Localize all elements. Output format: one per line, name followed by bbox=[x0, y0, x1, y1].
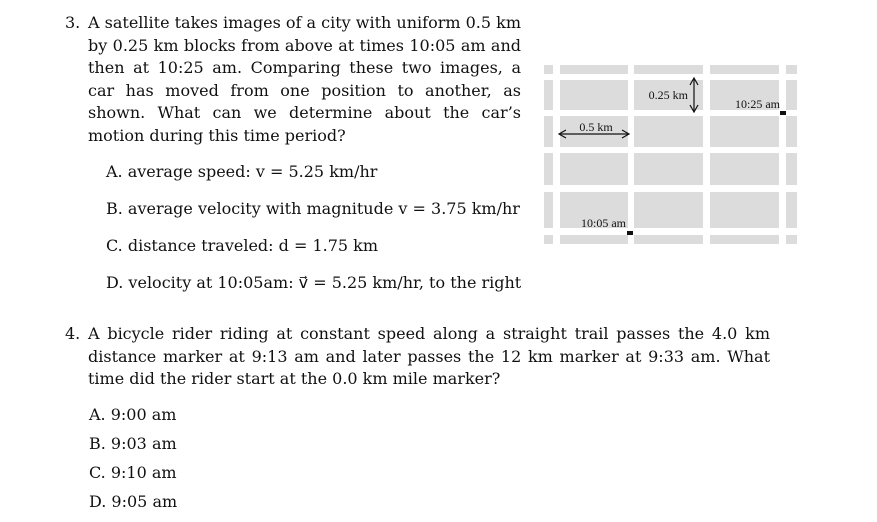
answer-option-b[interactable]: B. 9:03 am bbox=[89, 434, 177, 453]
question-4 bbox=[65, 323, 770, 391]
answer-option-a[interactable]: A. average speed: v = 5.25 km/hr bbox=[106, 162, 378, 181]
end-time-label: 10:25 am bbox=[735, 97, 780, 111]
width-label: 0.5 km bbox=[579, 120, 613, 134]
car-marker-start bbox=[627, 231, 633, 235]
question-number: 4. bbox=[65, 324, 81, 343]
answer-option-c[interactable]: C. distance traveled: d = 1.75 km bbox=[106, 236, 379, 255]
answer-option-a[interactable]: A. 9:00 am bbox=[89, 405, 177, 424]
answer-option-b[interactable]: B. average velocity with magnitude v = 3.75 km/hr bbox=[106, 199, 520, 218]
city-block-figure bbox=[540, 62, 802, 248]
question-stem: A bicycle rider riding at constant speed along a straight trail passes the 4.0 km distance marker at 9:13 am and later passes the 12 km marker at 9:33 am. What time did the rider start at the 0.0 km mile marker? bbox=[88, 324, 770, 389]
answer-option-d[interactable]: D. velocity at 10:05am: v⃗ = 5.25 km/hr, to the right bbox=[106, 273, 522, 292]
height-label: 0.25 km bbox=[648, 88, 688, 102]
question-3 bbox=[65, 12, 521, 148]
question-stem: A satellite takes images of a city with uniform 0.5 km by 0.25 km blocks from above at times 10:05 am and then at 10:25 am. Comparing these two images, a car has moved from one position to another, as shown. What can we determine about the car’s motion during this time period? bbox=[88, 13, 522, 145]
answer-option-c[interactable]: C. 9:10 am bbox=[89, 463, 177, 482]
car-marker-end bbox=[780, 111, 786, 115]
answer-option-d[interactable]: D. 9:05 am bbox=[89, 492, 178, 511]
question-number: 3. bbox=[65, 13, 81, 32]
start-time-label: 10:05 am bbox=[581, 216, 626, 230]
